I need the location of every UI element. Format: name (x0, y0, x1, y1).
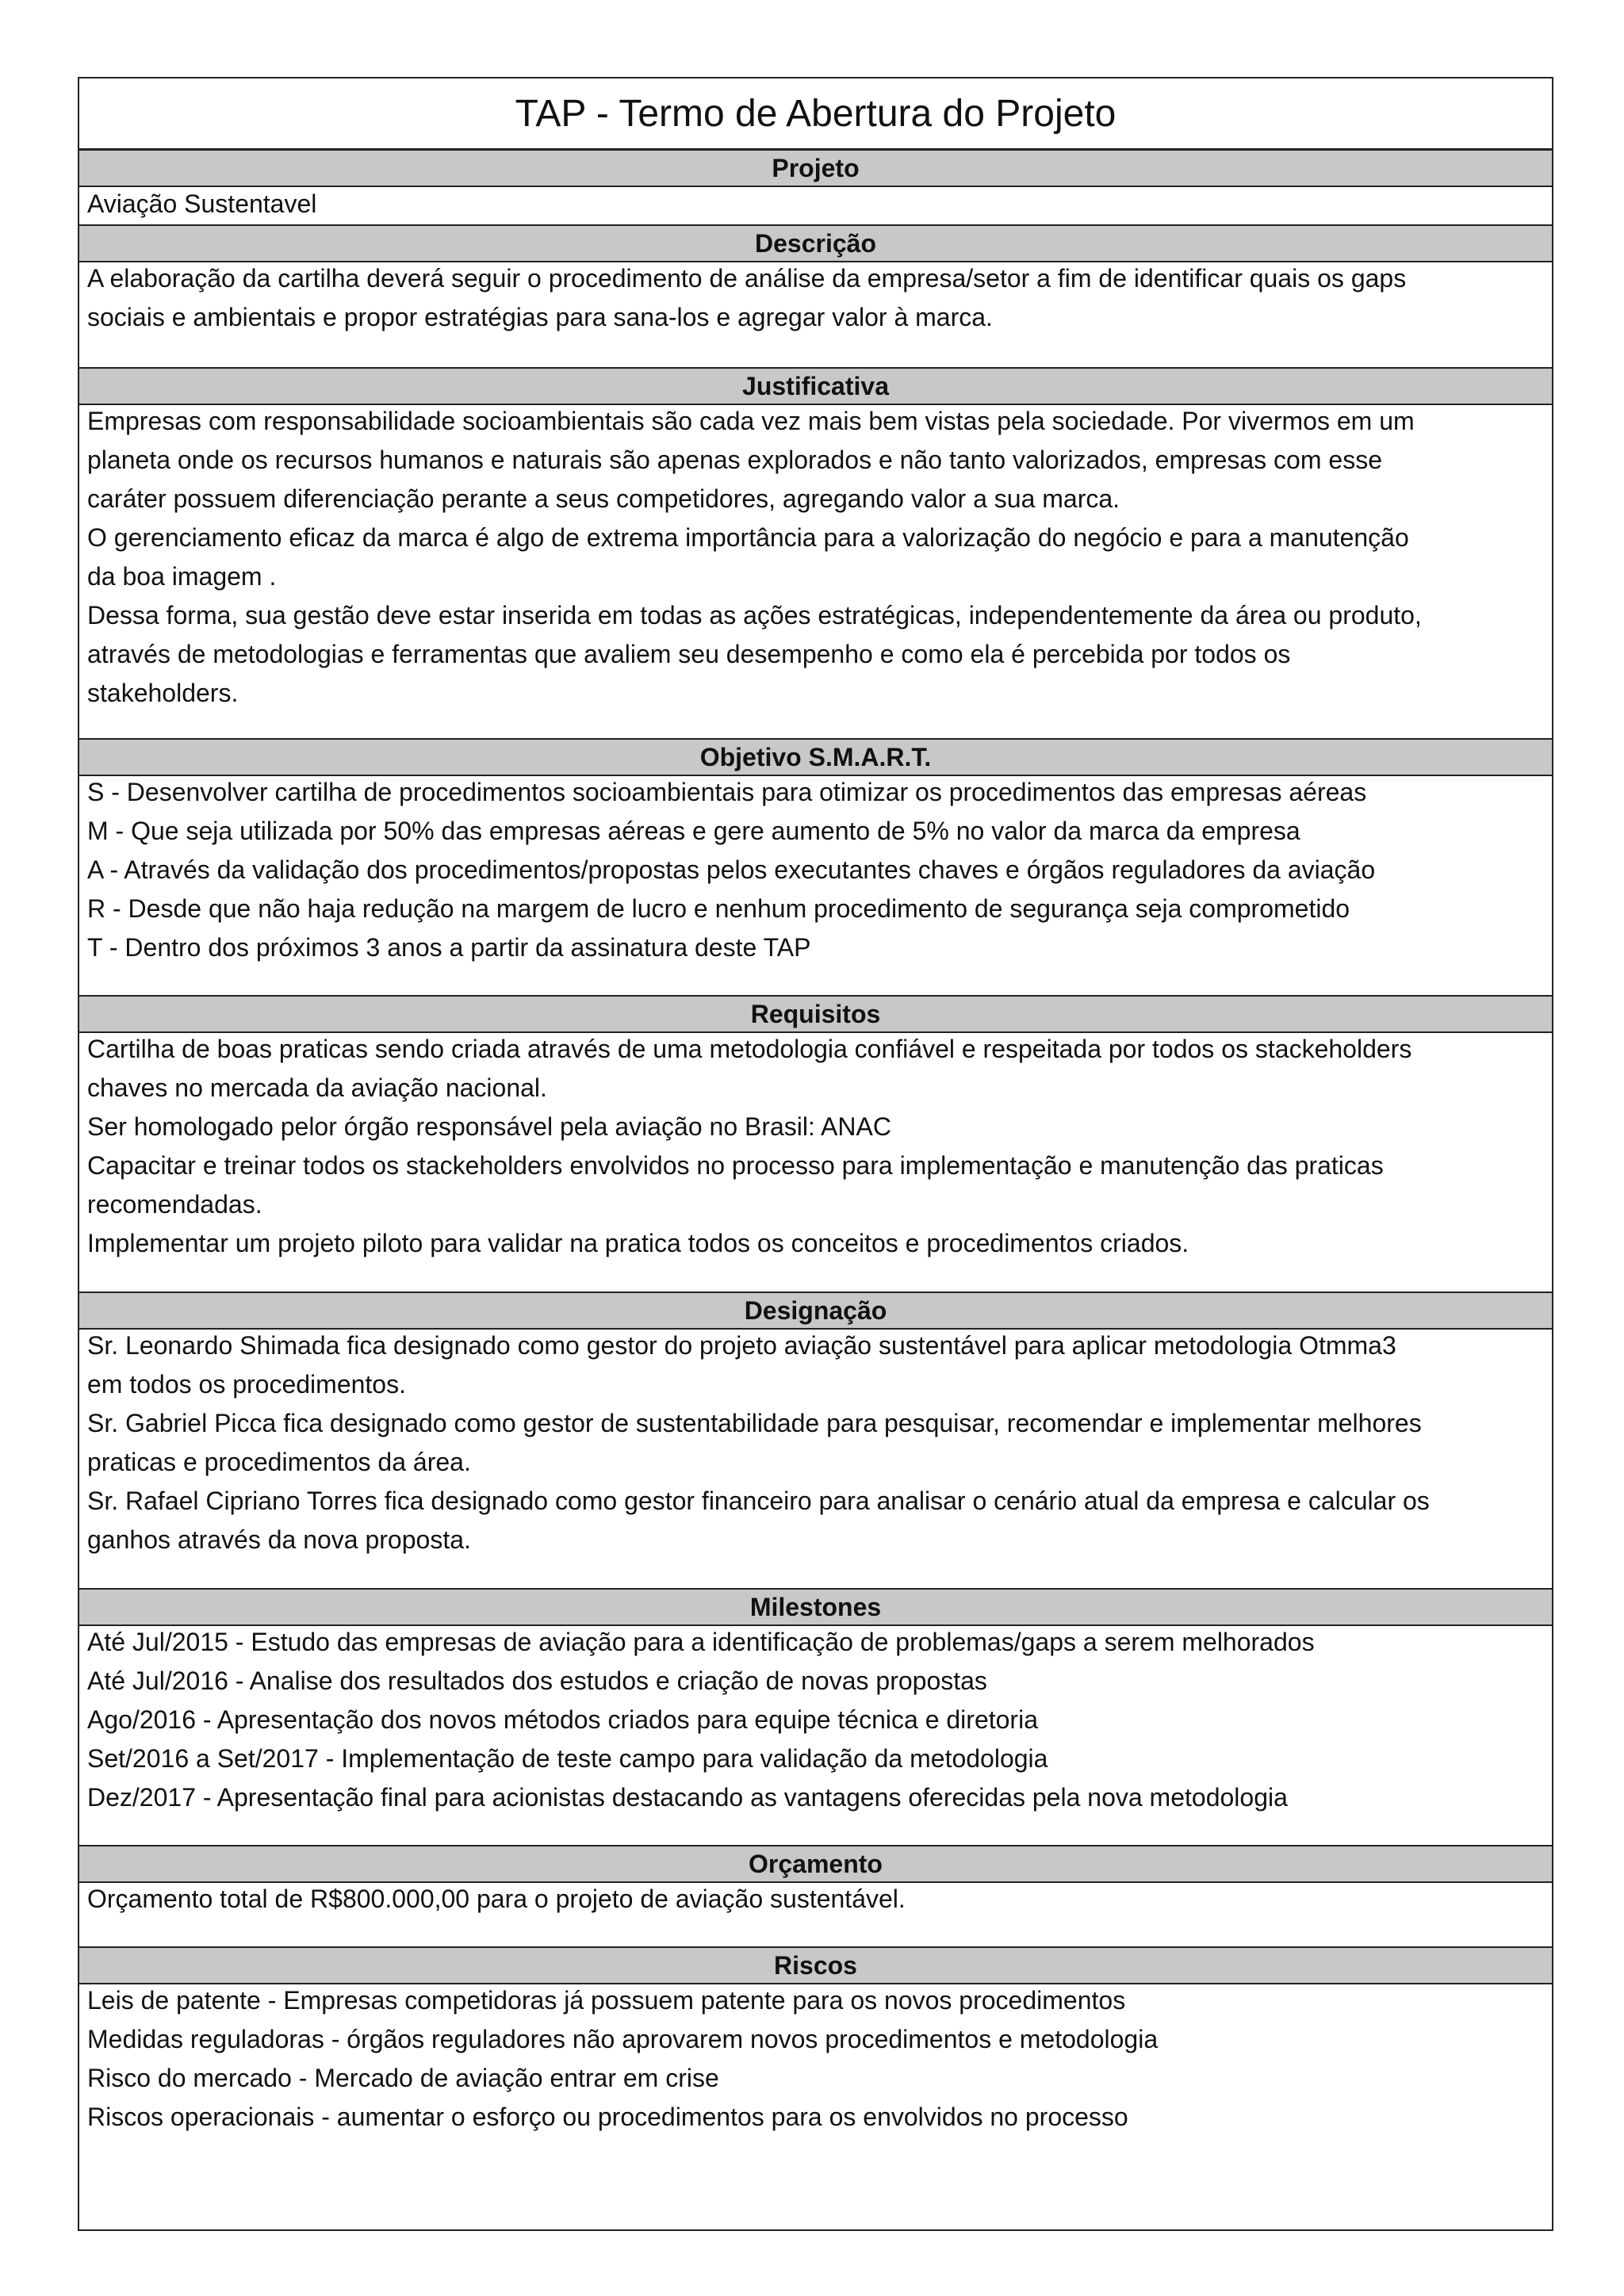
section-header-projeto: Projeto (79, 149, 1552, 187)
text-line: A - Através da validação dos procedimentos/propostas pelos executantes chaves e órgãos reguladores da aviação (87, 855, 1376, 884)
tap-document (78, 77, 1553, 2231)
text-line: Até Jul/2016 - Analise dos resultados dos estudos e criação de novas propostas (87, 1667, 987, 1695)
section-body-descricao (87, 259, 1544, 337)
text-line: Risco do mercado - Mercado de aviação entrar em crise (87, 2064, 719, 2092)
text-line: da boa imagem . (87, 562, 277, 591)
section-body-objetivo-smart (87, 773, 1544, 967)
section-header-milestones: Milestones (79, 1588, 1552, 1626)
text-line: Dessa forma, sua gestão deve estar inserida em todas as ações estratégicas, independentemente da área ou produto, (87, 601, 1422, 629)
text-line: T - Dentro dos próximos 3 anos a partir da assinatura deste TAP (87, 933, 811, 962)
text-line: M - Que seja utilizada por 50% das empresas aéreas e gere aumento de 5% no valor da marca da empresa (87, 817, 1300, 845)
section-header-requisitos: Requisitos (79, 995, 1552, 1033)
document-title: TAP - Termo de Abertura do Projeto (79, 78, 1552, 150)
text-line: Ser homologado pelor órgão responsável pela aviação no Brasil: ANAC (87, 1112, 891, 1141)
section-header-designacao: Designação (79, 1292, 1552, 1330)
text-line: em todos os procedimentos. (87, 1370, 406, 1399)
section-body-milestones (87, 1623, 1544, 1817)
section-header-objetivo-smart: Objetivo S.M.A.R.T. (79, 738, 1552, 776)
section-body-justificativa (87, 402, 1544, 713)
text-line: Capacitar e treinar todos os stackeholders envolvidos no processo para implementação e manutenção das praticas (87, 1151, 1384, 1180)
section-body-projeto (87, 185, 1544, 224)
text-line: S - Desenvolver cartilha de procedimentos socioambientais para otimizar os procedimentos das empresas aéreas (87, 778, 1367, 806)
section-header-justificativa: Justificativa (79, 367, 1552, 405)
section-body-riscos (87, 1981, 1544, 2137)
text-line: Leis de patente - Empresas competidoras já possuem patente para os novos procedimentos (87, 1986, 1126, 2015)
text-line: Sr. Rafael Cipriano Torres fica designado como gestor financeiro para analisar o cenário atual da empresa e calcular os (87, 1487, 1430, 1515)
text-line: stakeholders. (87, 679, 239, 707)
text-line: caráter possuem diferenciação perante a seus competidores, agregando valor a sua marca. (87, 484, 1120, 513)
text-line: Até Jul/2015 - Estudo das empresas de aviação para a identificação de problemas/gaps a serem melhorados (87, 1628, 1315, 1656)
text-line: O gerenciamento eficaz da marca é algo de extrema importância para a valorização do negócio e para a manutenção (87, 523, 1409, 552)
text-line: chaves no mercada da aviação nacional. (87, 1073, 547, 1102)
text-line: sociais e ambientais e propor estratégias para sana-los e agregar valor à marca. (87, 303, 993, 331)
section-body-orcamento (87, 1880, 1544, 1919)
section-body-designacao (87, 1326, 1544, 1559)
section-header-orcamento: Orçamento (79, 1845, 1552, 1883)
text-line: Sr. Leonardo Shimada fica designado como gestor do projeto aviação sustentável para aplicar metodologia Otmma3 (87, 1331, 1396, 1360)
text-line: Sr. Gabriel Picca fica designado como gestor de sustentabilidade para pesquisar, recomendar e implementar melhores (87, 1409, 1422, 1437)
section-header-descricao: Descrição (79, 224, 1552, 262)
text-line: Set/2016 a Set/2017 - Implementação de teste campo para validação da metodologia (87, 1744, 1048, 1773)
text-line: Orçamento total de R$800.000,00 para o projeto de aviação sustentável. (87, 1885, 906, 1913)
text-line: Ago/2016 - Apresentação dos novos métodos criados para equipe técnica e diretoria (87, 1705, 1038, 1734)
text-line: Aviação Sustentavel (87, 189, 317, 218)
text-line: R - Desde que não haja redução na margem de lucro e nenhum procedimento de segurança seja comprometido (87, 894, 1350, 923)
text-line: Implementar um projeto piloto para validar na pratica todos os conceitos e procedimentos criados. (87, 1229, 1189, 1257)
text-line: através de metodologias e ferramentas que avaliem seu desempenho e como ela é percebida por todos os (87, 640, 1291, 668)
section-body-requisitos (87, 1030, 1544, 1263)
text-line: Cartilha de boas praticas sendo criada através de uma metodologia confiável e respeitada por todos os stackeholders (87, 1035, 1412, 1063)
text-line: praticas e procedimentos da área. (87, 1448, 471, 1476)
text-line: Medidas reguladoras - órgãos reguladores não aprovarem novos procedimentos e metodologia (87, 2025, 1159, 2053)
section-header-riscos: Riscos (79, 1946, 1552, 1984)
text-line: A elaboração da cartilha deverá seguir o procedimento de análise da empresa/setor a fim de identificar quais os gaps (87, 264, 1407, 293)
text-line: Riscos operacionais - aumentar o esforço ou procedimentos para os envolvidos no processo (87, 2103, 1128, 2131)
text-line: ganhos através da nova proposta. (87, 1525, 471, 1554)
text-line: planeta onde os recursos humanos e naturais são apenas explorados e não tanto valorizados, empresas com esse (87, 446, 1382, 474)
text-line: Dez/2017 - Apresentação final para acionistas destacando as vantagens oferecidas pela nova metodologia (87, 1783, 1288, 1812)
text-line: Empresas com responsabilidade socioambientais são cada vez mais bem vistas pela sociedade. Por vivermos em um (87, 407, 1415, 435)
text-line: recomendadas. (87, 1190, 262, 1219)
